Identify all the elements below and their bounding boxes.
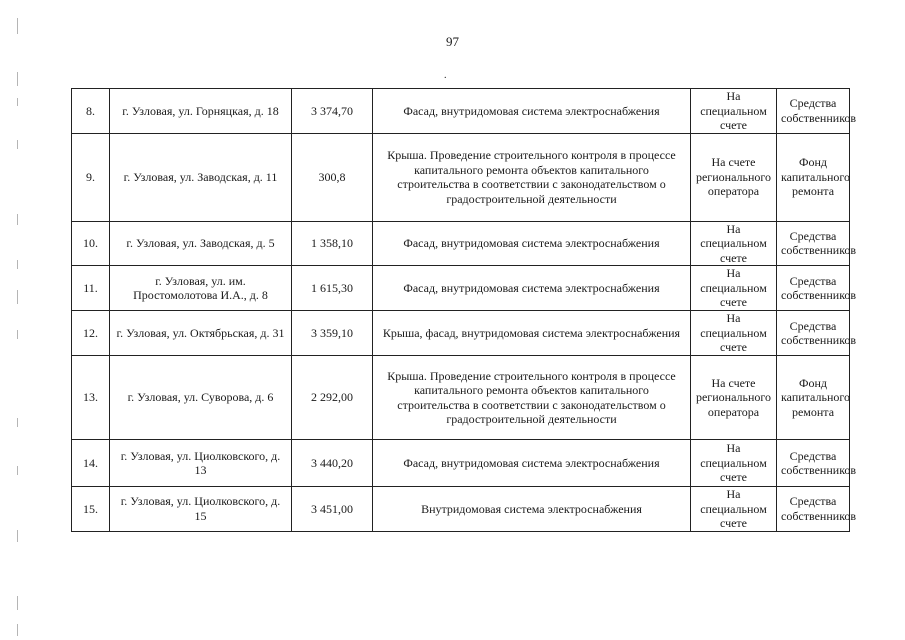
account-cell: На специальном счете [691,487,777,532]
row-number: 11. [72,266,110,311]
row-number: 8. [72,89,110,134]
row-number: 15. [72,487,110,532]
works-cell: Фасад, внутридомовая система электроснабжения [373,89,691,134]
table-row [72,221,850,266]
area-cell: 2 292,00 [292,356,373,440]
table-row [72,440,850,487]
funding-source-cell: Фонд капитального ремонта [777,133,850,221]
funding-source-cell: Фонд капитального ремонта [777,356,850,440]
address-cell: г. Узловая, ул. Циолковского, д. 13 [110,440,292,487]
funding-source-cell: Средства собственников [777,221,850,266]
works-cell: Внутридомовая система электроснабжения [373,487,691,532]
scan-mark: . [444,70,447,81]
row-number: 10. [72,221,110,266]
address-cell: г. Узловая, ул. Октябрьская, д. 31 [110,311,292,356]
works-cell: Фасад, внутридомовая система электроснабжения [373,266,691,311]
area-cell: 3 440,20 [292,440,373,487]
table-row [72,89,850,134]
area-cell: 300,8 [292,133,373,221]
works-cell: Фасад, внутридомовая система электроснабжения [373,440,691,487]
address-cell: г. Узловая, ул. Горняцкая, д. 18 [110,89,292,134]
works-cell: Крыша. Проведение строительного контроля в процессе капитального ремонта объектов капитального строительства в соответствии с законодательством о градостроительной деятельности [373,356,691,440]
table-row [72,133,850,221]
address-cell: г. Узловая, ул. им. Простомолотова И.А., д. 8 [110,266,292,311]
repair-works-table [71,88,857,532]
table-row [72,356,850,440]
binding-marks [17,0,21,640]
row-number: 14. [72,440,110,487]
funding-source-cell: Средства собственников [777,487,850,532]
works-cell: Фасад, внутридомовая система электроснабжения [373,221,691,266]
table-row [72,487,850,532]
account-cell: На специальном счете [691,311,777,356]
area-cell: 1 615,30 [292,266,373,311]
account-cell: На специальном счете [691,266,777,311]
address-cell: г. Узловая, ул. Заводская, д. 11 [110,133,292,221]
address-cell: г. Узловая, ул. Циолковского, д. 15 [110,487,292,532]
works-cell: Крыша. Проведение строительного контроля в процессе капитального ремонта объектов капитального строительства в соответствии с законодательством о градостроительной деятельности [373,133,691,221]
area-cell: 3 374,70 [292,89,373,134]
area-cell: 3 359,10 [292,311,373,356]
funding-source-cell: Средства собственников [777,440,850,487]
funding-source-cell: Средства собственников [777,89,850,134]
funding-source-cell: Средства собственников [777,311,850,356]
account-cell: На счете регионального оператора [691,356,777,440]
account-cell: На специальном счете [691,89,777,134]
row-number: 9. [72,133,110,221]
area-cell: 3 451,00 [292,487,373,532]
funding-source-cell: Средства собственников [777,266,850,311]
works-cell: Крыша, фасад, внутридомовая система электроснабжения [373,311,691,356]
account-cell: На специальном счете [691,221,777,266]
area-cell: 1 358,10 [292,221,373,266]
table-row [72,311,850,356]
page-number: 97 [446,34,459,49]
account-cell: На специальном счете [691,440,777,487]
row-number: 13. [72,356,110,440]
account-cell: На счете регионального оператора [691,133,777,221]
address-cell: г. Узловая, ул. Заводская, д. 5 [110,221,292,266]
table-row [72,266,850,311]
address-cell: г. Узловая, ул. Суворова, д. 6 [110,356,292,440]
row-number: 12. [72,311,110,356]
